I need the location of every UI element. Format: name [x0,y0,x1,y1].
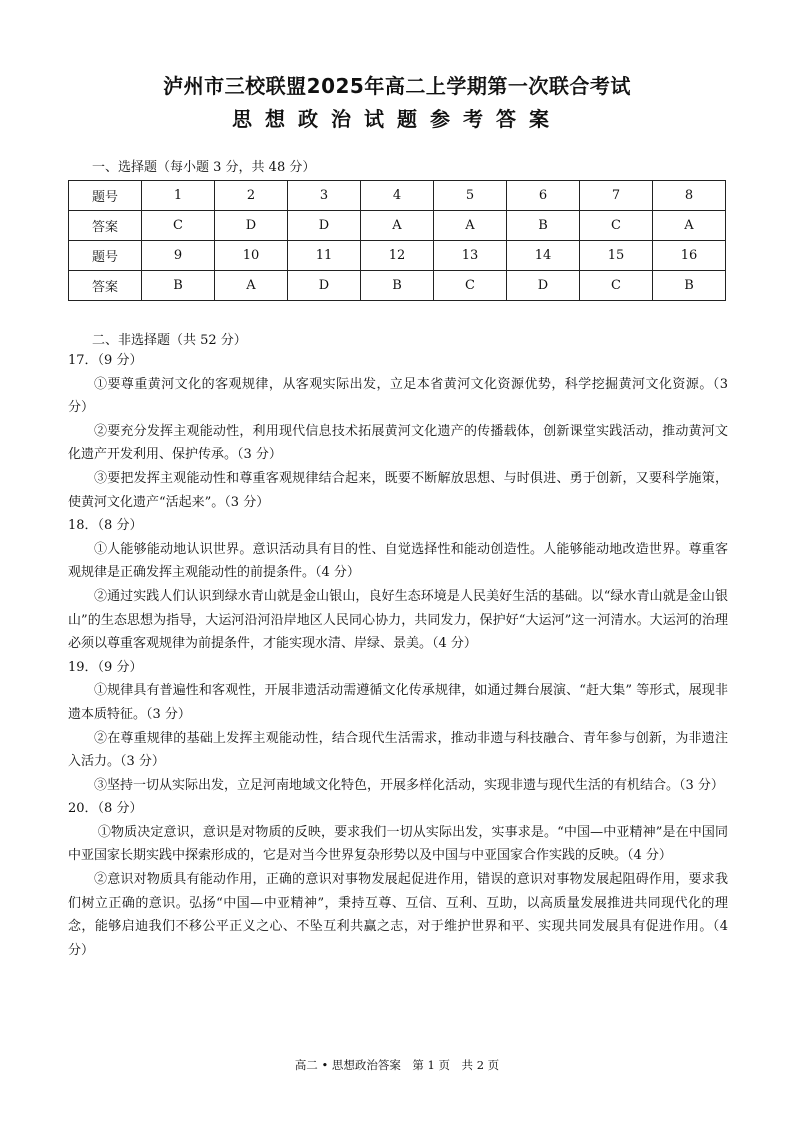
table-cell: 6 [507,181,580,211]
table-cell: D [288,271,361,301]
question-19-number: 19．（9 分） [68,659,143,675]
table-row [69,181,726,211]
table-cell: 15 [580,241,653,271]
question-17-number: 17．（9 分） [68,353,143,368]
table-row [69,271,726,301]
table-cell: C [580,271,653,301]
table-cell: 12 [361,241,434,271]
table-cell: 11 [288,241,361,271]
table-cell: A [215,271,288,301]
table-cell: D [288,211,361,241]
table-cell: B [653,271,726,301]
table-cell: 3 [288,181,361,211]
table-row-label: 答案 [69,211,142,241]
table-cell: B [361,271,434,301]
question-19-point-3: ③坚持一切从实际出发，立足河南地域文化特色，开展多样化活动，实现非遗与现代生活的有机结合。（3 分） [94,777,724,793]
question-17-point-3: ③要把发挥主观能动性和尊重客观规律结合起来，既要不断解放思想、与时俱进、勇于创新，又要科学施策，使黄河文化遗产“活起来”。（3 分） [68,470,728,510]
table-cell: B [507,211,580,241]
page-footer: 高二 • 思想政治答案 第 1 页 共 2 页 [294,1058,500,1072]
table-cell: D [507,271,580,301]
table-cell: 2 [215,181,288,211]
question-18-number: 18．（8 分） [68,518,143,534]
document-subtitle: 思想政治试题参考答案 [232,107,562,131]
table-cell: 10 [215,241,288,271]
table-cell: B [142,271,215,301]
table-cell: A [434,211,507,241]
document-title: 泸州市三校联盟2025年高二上学期第一次联合考试 [163,74,631,98]
answer-table [68,180,726,301]
section-open-heading: 二、非选择题（共 52 分） [92,333,247,348]
table-row [69,241,726,271]
table-cell: A [361,211,434,241]
question-20-point-1: ①物质决定意识，意识是对物质的反映，要求我们一切从实际出发，实事求是。“中国—中亚精神”是在中国同中亚国家长期实践中探索形成的，它是对当今世界复杂形势以及中国与中亚国家合作实践的反映。（4 分） [68,824,728,864]
question-20-number: 20．（8 分） [68,801,143,817]
table-cell: 7 [580,181,653,211]
table-row [69,211,726,241]
table-row-label: 题号 [69,241,142,271]
table-cell: 13 [434,241,507,271]
answer-body [68,349,728,962]
question-19-point-2: ②在尊重规律的基础上发挥主观能动性，结合现代生活需求，推动非遗与科技融合、青年参与创新，为非遗注入活力。（3 分） [68,730,728,770]
table-cell: D [215,211,288,241]
table-cell: 14 [507,241,580,271]
table-cell: 9 [142,241,215,271]
question-17-point-2: ②要充分发挥主观能动性，利用现代信息技术拓展黄河文化遗产的传播载体，创新课堂实践活动，推动黄河文化遗产开发利用、保护传承。（3 分） [68,423,728,463]
table-cell: 5 [434,181,507,211]
table-cell: 16 [653,241,726,271]
table-cell: 4 [361,181,434,211]
table-cell: 1 [142,181,215,211]
table-cell: A [653,211,726,241]
question-20-point-2: ②意识对物质具有能动作用，正确的意识对事物发展起促进作用，错误的意识对事物发展起阻碍作用，要求我们树立正确的意识。弘扬“中国—中亚精神”，秉持互尊、互信、互利、互助，以高质量发展推进共同现代化的理念，能够启迪我们不移公平正义之心、不坠互利共赢之志，对于维护世界和平、实现共同发展具有促进作用。（4 分） [68,872,728,958]
question-18-point-2: ②通过实践人们认识到绿水青山就是金山银山，良好生态环境是人民美好生活的基础。以“绿水青山就是金山银山”的生态思想为指导，大运河沿河沿岸地区人民同心协力，共同发力，保护好“大运河”这一河清水。大运河的治理必须以尊重客观规律为前提条件，才能实现水清、岸绿、景美。（4 分） [68,588,728,652]
table-row-label: 答案 [69,271,142,301]
table-cell: C [580,211,653,241]
question-17-point-1: ①要尊重黄河文化的客观规律，从客观实际出发，立足本省黄河文化资源优势，科学挖掘黄河文化资源。（3 分） [68,376,728,416]
section-choice-heading: 一、选择题（每小题 3 分，共 48 分） [92,160,316,175]
table-cell: C [142,211,215,241]
table-row-label: 题号 [69,181,142,211]
question-18-point-1: ①人能够能动地认识世界。意识活动具有目的性、自觉选择性和能动创造性。人能够能动地改造世界。尊重客观规律是正确发挥主观能动性的前提条件。（4 分） [68,541,728,581]
question-19-point-1: ①规律具有普遍性和客观性，开展非遗活动需遵循文化传承规律，如通过舞台展演、“赶大集” 等形式，展现非遗本质特征。（3 分） [68,683,728,722]
table-cell: C [434,271,507,301]
table-cell: 8 [653,181,726,211]
